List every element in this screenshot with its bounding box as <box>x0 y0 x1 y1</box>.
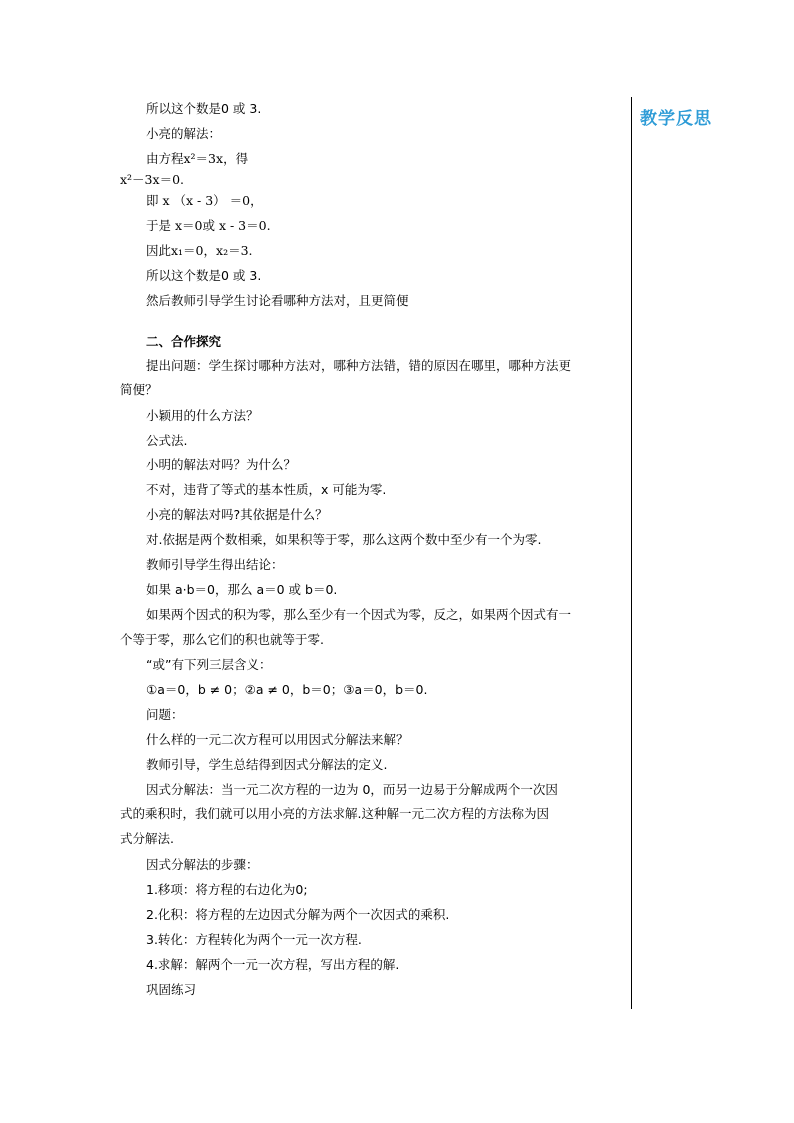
text-line: 1.移项：将方程的右边化为0; <box>146 882 308 897</box>
text-line: 巩固练习 <box>146 982 197 997</box>
equation-line: 由方程x²＝3x，得 <box>146 151 249 166</box>
text-line: 小亮的解法对吗?其依据是什么？ <box>146 507 328 522</box>
equation-line: 于是 x＝0或 x - 3＝0. <box>146 218 271 233</box>
teaching-reflection-heading: 教学反思 <box>640 109 712 129</box>
text-line: 教师引导学生得出结论： <box>146 557 284 572</box>
text-line: 小明的解法对吗？为什么？ <box>146 457 297 472</box>
text-line: 然后教师引导学生讨论看哪种方法对，且更简便 <box>146 293 409 308</box>
text-line: 如果 a·b＝0，那么 a＝0 或 b＝0. <box>146 582 338 597</box>
text-line: 2.化积：将方程的左边因式分解为两个一次因式的乘积. <box>146 907 450 922</box>
text-line: 对.依据是两个数相乘，如果积等于零，那么这两个数中至少有一个为零. <box>146 532 542 547</box>
text-line: ①a＝0，b ≠ 0；②a ≠ 0，b＝0；③a＝0，b＝0. <box>146 682 428 697</box>
text-line: 因式分解法：当一元二次方程的一边为 0，而另一边易于分解成两个一次因 <box>146 782 558 797</box>
text-line: 公式法. <box>146 433 188 448</box>
text-line: 不对，违背了等式的基本性质，x 可能为零. <box>146 482 387 497</box>
text-line: 小颖用的什么方法？ <box>146 408 259 423</box>
equation-line: x²－3x＝0. <box>120 172 184 187</box>
text-line: 4.求解：解两个一元一次方程，写出方程的解. <box>146 957 400 972</box>
text-line: 式分解法. <box>120 831 174 846</box>
text-line: 3.转化：方程转化为两个一元一次方程. <box>146 932 362 947</box>
text-line: 问题： <box>146 707 184 722</box>
margin-divider-line <box>631 97 632 1009</box>
text-line: 因式分解法的步骤： <box>146 857 259 872</box>
text-line: 提出问题：学生探讨哪种方法对，哪种方法错，错的原因在哪里，哪种方法更 <box>146 358 572 373</box>
equation-line: 因此x₁＝0，x₂＝3. <box>146 243 253 258</box>
text-line: 所以这个数是0 或 3. <box>146 101 262 116</box>
section-heading: 二、合作探究 <box>146 334 222 349</box>
text-line: 个等于零，那么它们的积也就等于零. <box>120 632 324 647</box>
text-line: 如果两个因式的积为零，那么至少有一个因式为零，反之，如果两个因式有一 <box>146 607 572 622</box>
text-line: 小亮的解法： <box>146 126 222 141</box>
text-line: 所以这个数是0 或 3. <box>146 268 262 283</box>
text-line: 简便？ <box>120 382 158 397</box>
text-line: 教师引导，学生总结得到因式分解法的定义. <box>146 757 388 772</box>
text-line: 式的乘积时，我们就可以用小亮的方法求解.这种解一元二次方程的方法称为因 <box>120 806 549 821</box>
text-line: 什么样的一元二次方程可以用因式分解法来解？ <box>146 732 409 747</box>
text-line: “或”有下列三层含义： <box>146 657 272 672</box>
equation-line: 即 x （x - 3） ＝0， <box>146 193 263 208</box>
